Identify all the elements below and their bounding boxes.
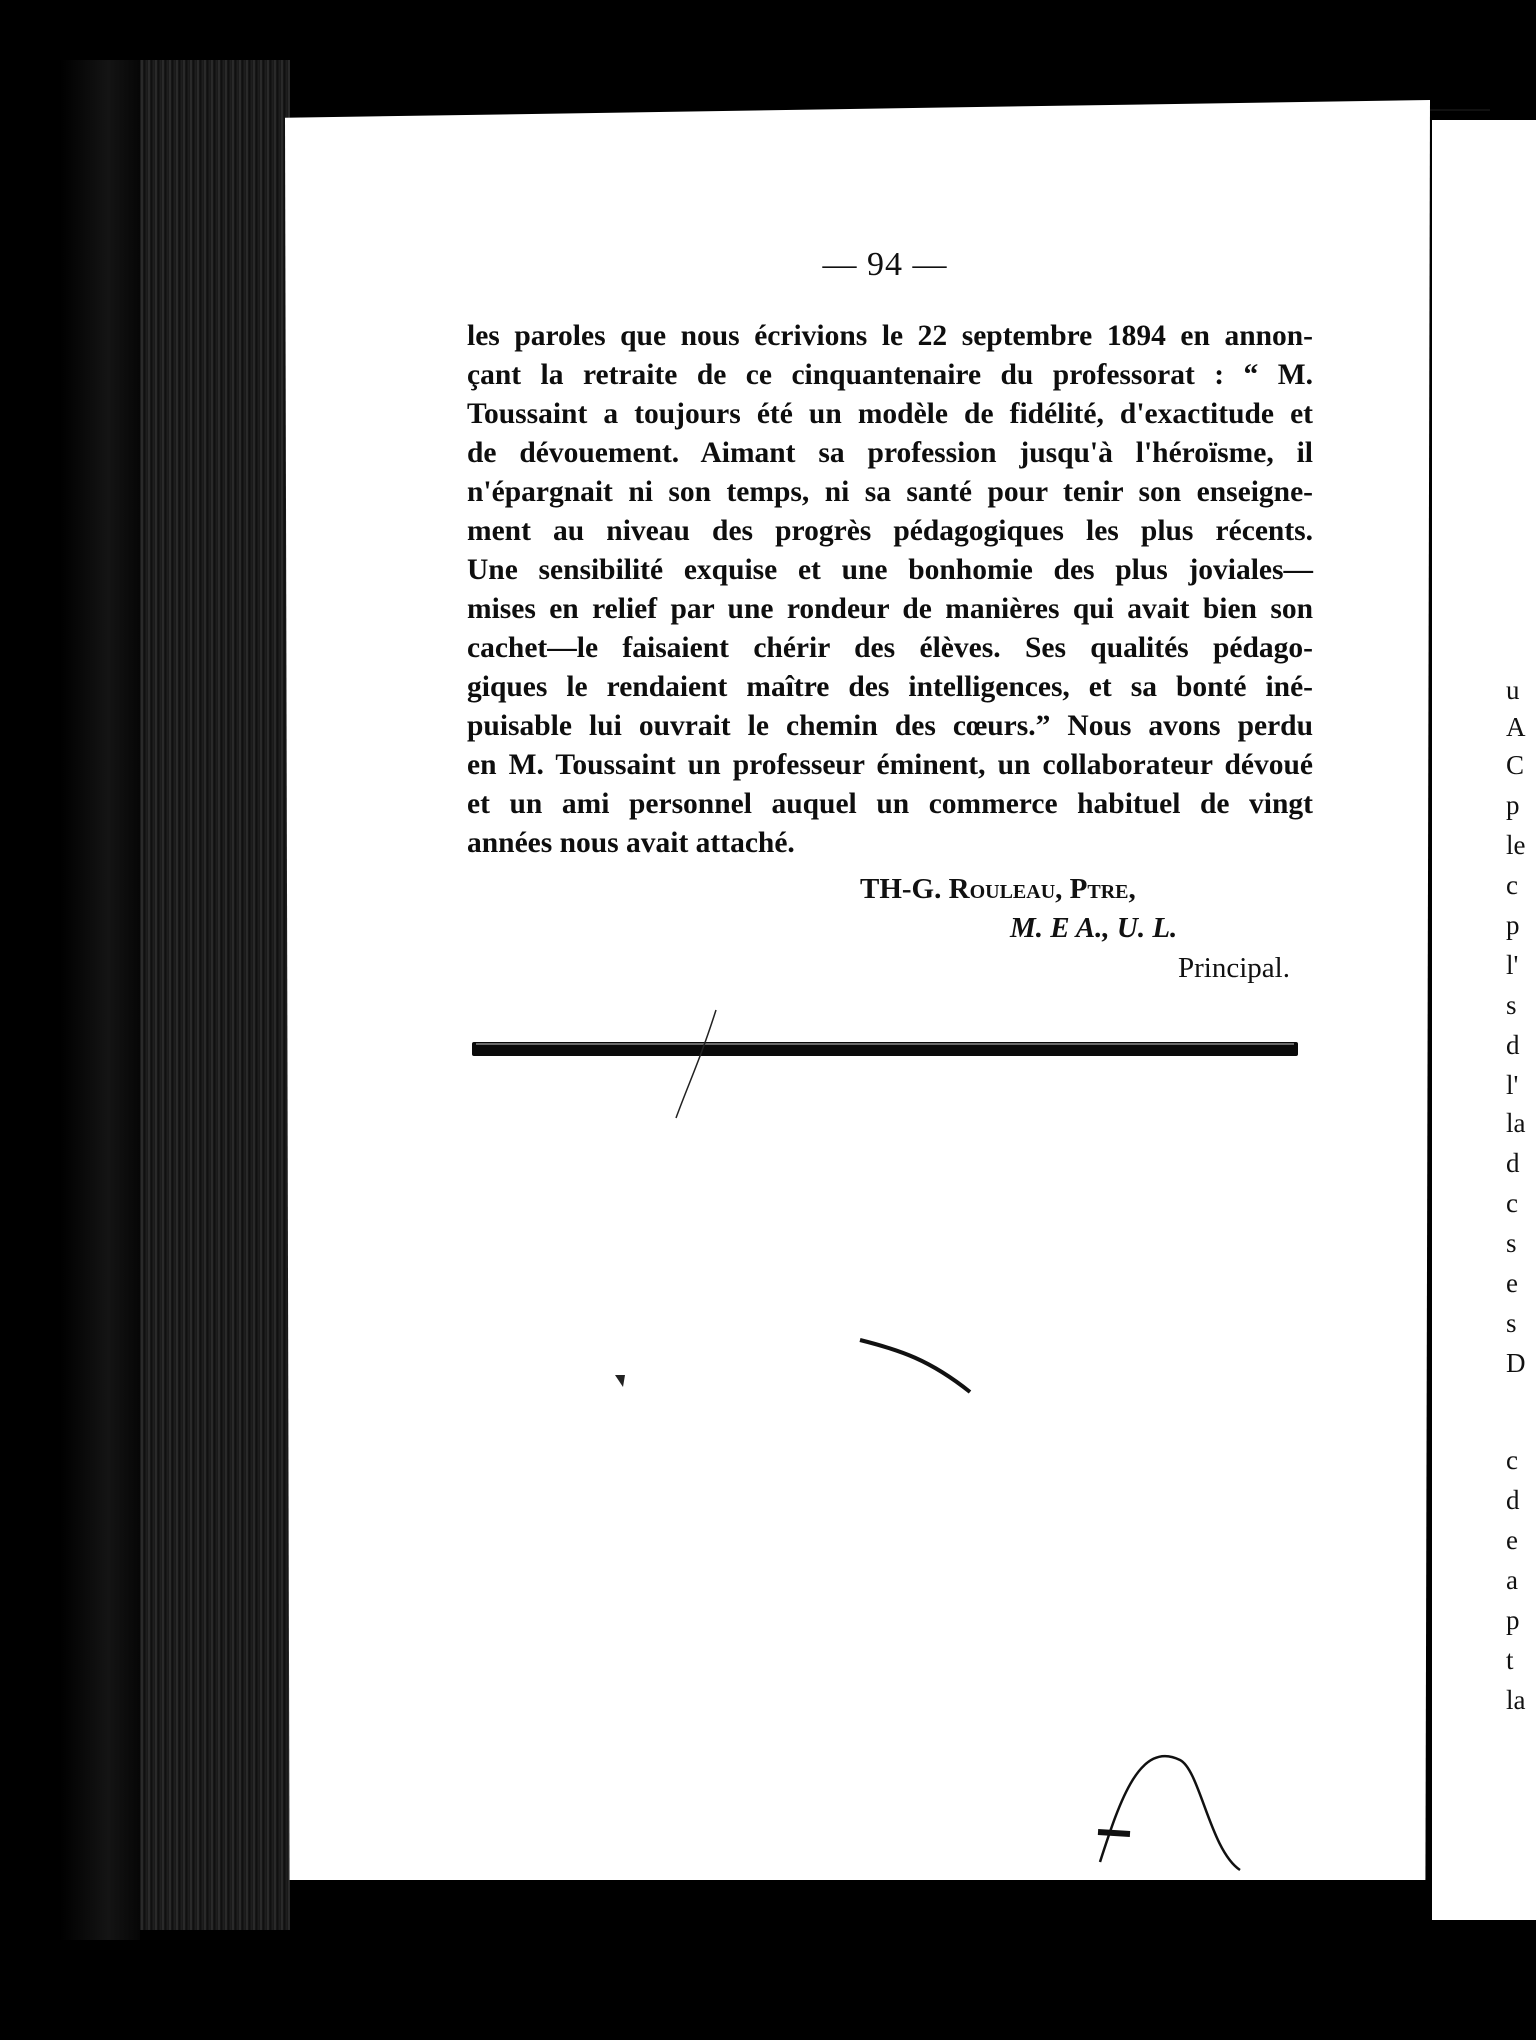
facing-fragment: t (1506, 1645, 1514, 1675)
text-line: giques le rendaient maître des intelligences, et sa bonté iné- (467, 671, 1313, 703)
hair-stroke (1100, 1756, 1240, 1870)
facing-fragment: c (1506, 1188, 1518, 1218)
facing-fragment: d (1506, 1148, 1520, 1178)
facing-fragment: e (1506, 1525, 1518, 1555)
facing-fragment: a (1506, 1565, 1518, 1595)
hair-stroke (860, 1340, 970, 1392)
signature-title: Principal. (1178, 952, 1290, 984)
signature-prefix: TH-G. (860, 873, 949, 905)
text-line: n'épargnait ni son temps, ni sa santé pour tenir son enseigne- (467, 476, 1313, 508)
facing-fragment: C (1506, 750, 1525, 780)
facing-fragment: p (1506, 910, 1520, 940)
text-line: années nous avait attaché. (467, 827, 795, 859)
text-line: Toussaint a toujours été un modèle de fidélité, d'exactitude et (467, 398, 1313, 430)
facing-fragment: p (1506, 1605, 1520, 1635)
debris-mark (1098, 1832, 1130, 1834)
facing-fragment: d (1506, 1485, 1520, 1515)
facing-fragment: D (1506, 1348, 1526, 1378)
facing-fragment: A (1506, 712, 1526, 742)
text-line: ment au niveau des progrès pédagogiques les plus récents. (467, 515, 1313, 547)
facing-fragment: l' (1506, 950, 1519, 980)
facing-fragment: s (1506, 990, 1517, 1020)
text-line: çant la retraite de ce cinquantenaire du professorat : “ M. (467, 359, 1313, 391)
facing-fragment: la (1506, 1108, 1526, 1138)
hair-stroke (676, 1010, 716, 1118)
text-line: en M. Toussaint un professeur éminent, un collaborateur dévoué (467, 749, 1313, 781)
debris-mark (615, 1375, 625, 1387)
signature-degrees: M. E A., U. L. (1010, 912, 1178, 944)
facing-fragment: l' (1506, 1070, 1519, 1100)
facing-fragment: s (1506, 1228, 1517, 1258)
page-number: — 94 — (822, 246, 948, 283)
text-line: de dévouement. Aimant sa profession jusqu'à l'héroïsme, il (467, 437, 1313, 469)
facing-fragment: e (1506, 1268, 1518, 1298)
facing-fragment: s (1506, 1308, 1517, 1338)
facing-fragment: d (1506, 1030, 1520, 1060)
facing-fragment: u (1506, 675, 1520, 705)
facing-fragment: p (1506, 790, 1520, 820)
facing-fragment: c (1506, 870, 1518, 900)
text-line: mises en relief par une rondeur de manières qui avait bien son (467, 593, 1313, 625)
facing-fragment: la (1506, 1685, 1526, 1715)
text-line: puisable lui ouvrait le chemin des cœurs.” Nous avons perdu (467, 710, 1313, 742)
signature-surname: Rouleau, Ptre, (948, 873, 1136, 905)
text-line: Une sensibilité exquise et une bonhomie des plus joviales— (467, 554, 1313, 586)
facing-fragment: c (1506, 1445, 1518, 1475)
text-line: les paroles que nous écrivions le 22 septembre 1894 en annon- (467, 320, 1313, 352)
text-line: et un ami personnel auquel un commerce habituel de vingt (467, 788, 1313, 820)
text-line: cachet—le faisaient chérir des élèves. Ses qualités pédago- (467, 632, 1313, 664)
facing-fragment: le (1506, 830, 1526, 860)
